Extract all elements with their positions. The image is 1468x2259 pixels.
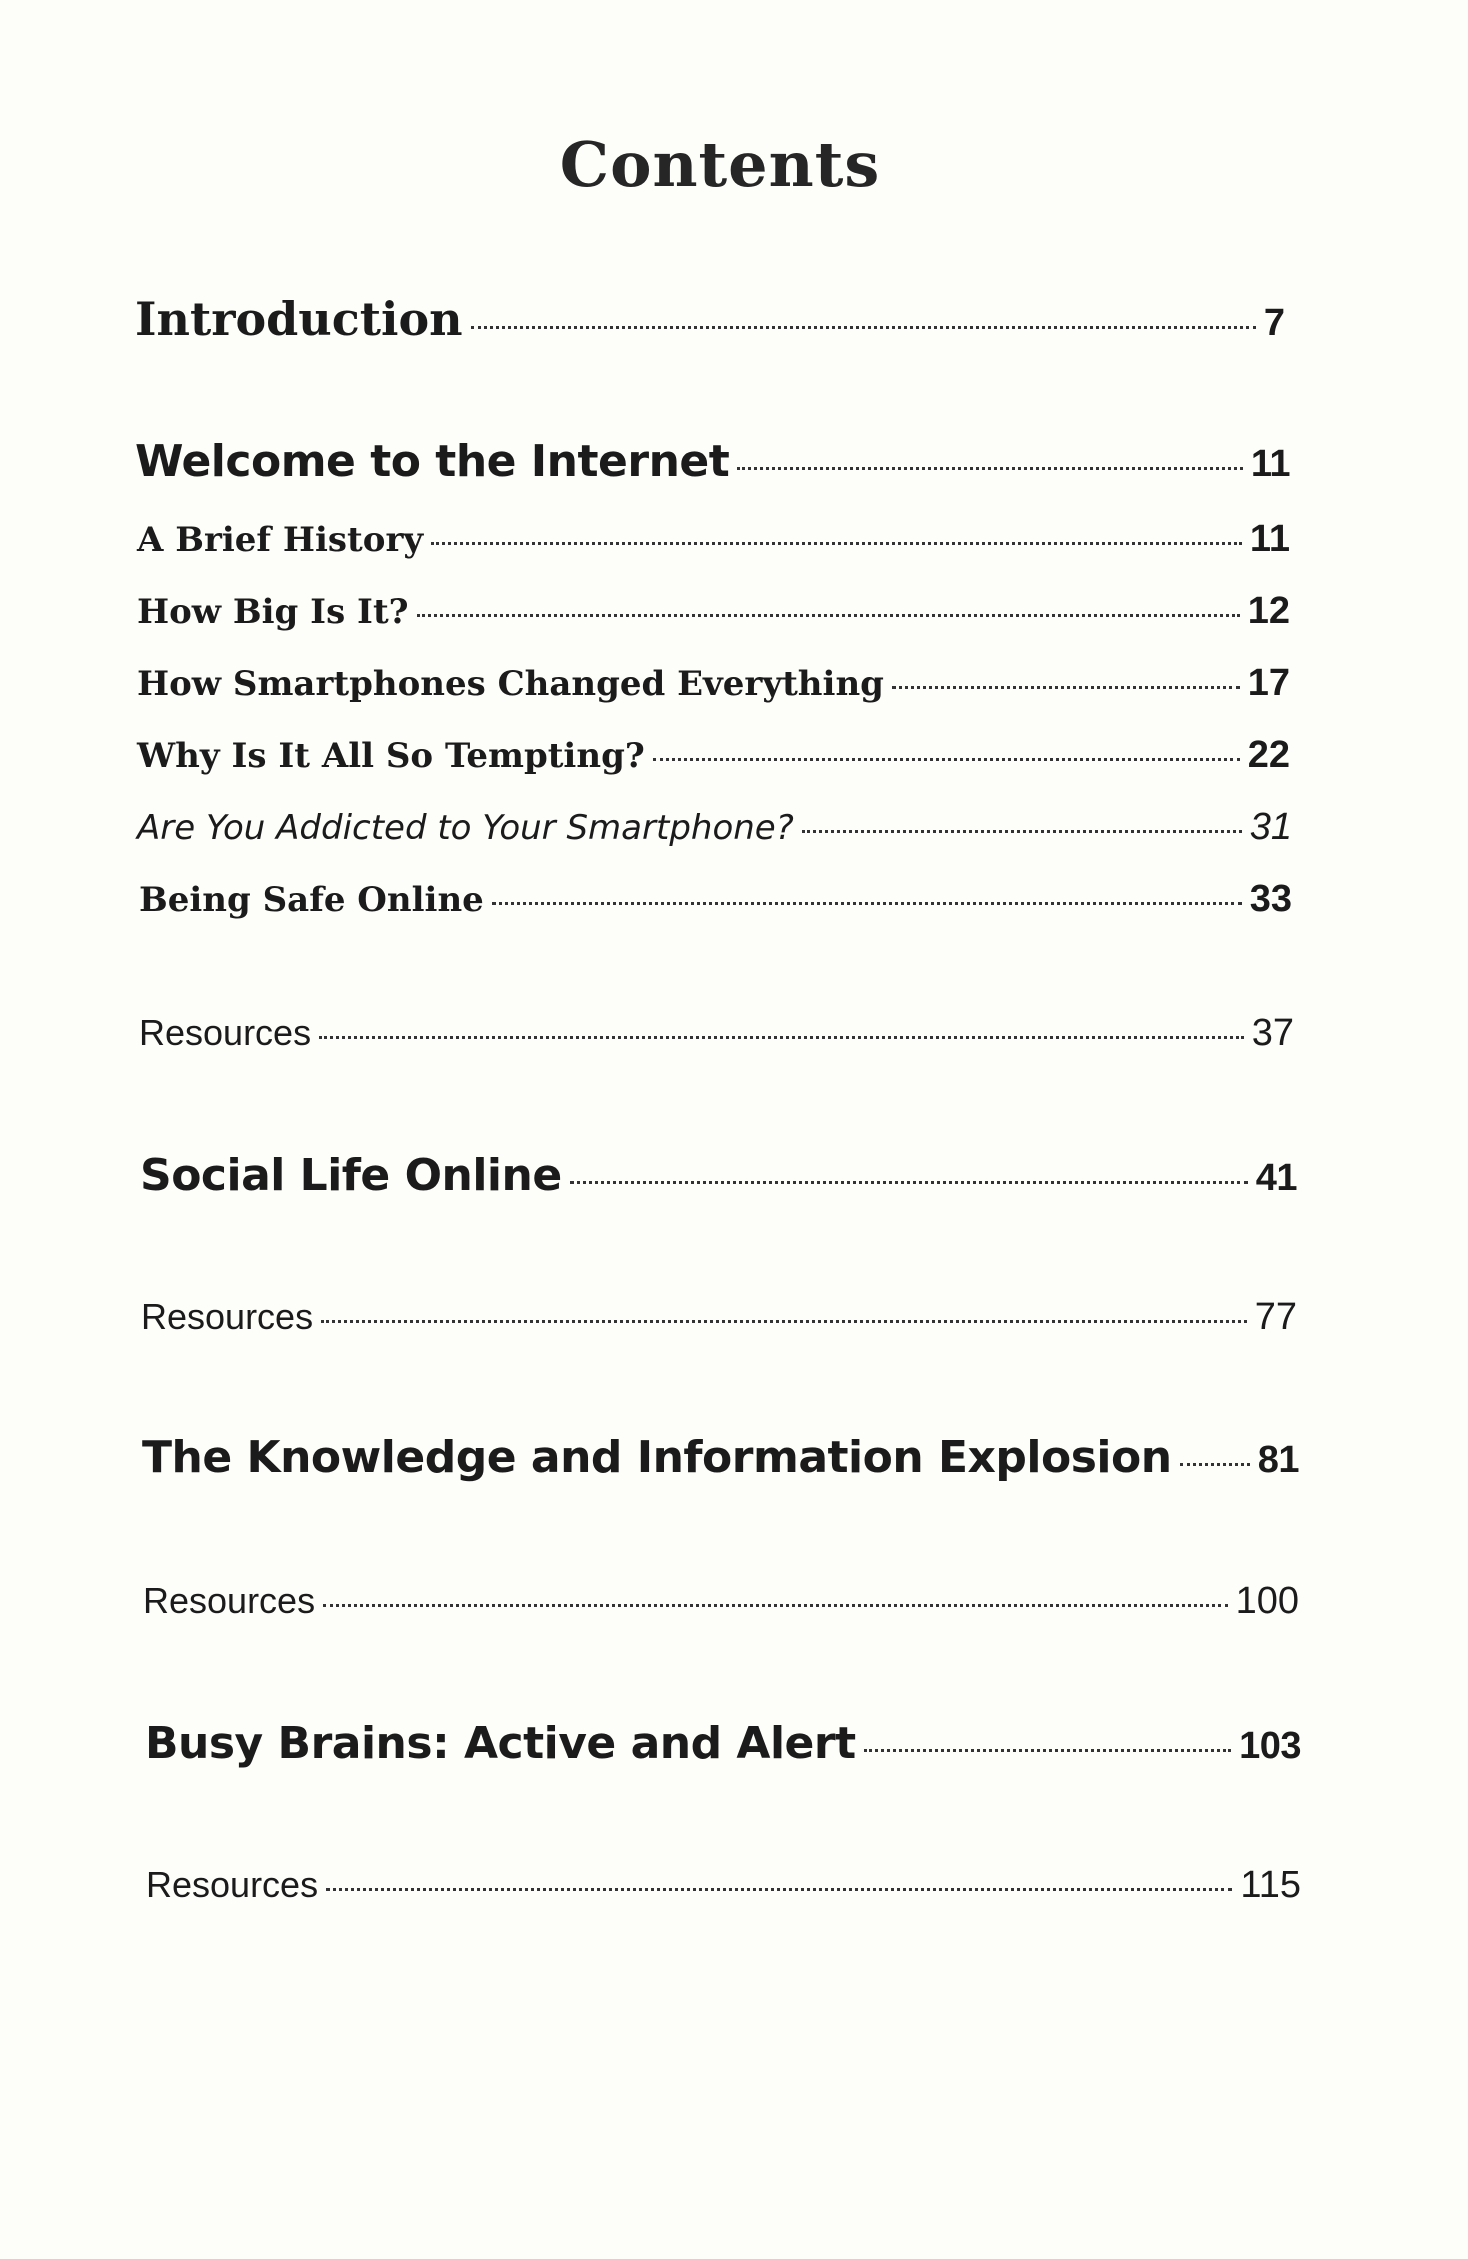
toc-entry[interactable] <box>137 662 1290 705</box>
dot-leader <box>737 467 1243 470</box>
toc-entry-label: Resources <box>143 1580 316 1621</box>
dot-leader <box>323 1604 1228 1607</box>
dot-leader <box>802 830 1242 833</box>
toc-entry-page: 81 <box>1257 1439 1299 1481</box>
dot-leader <box>653 758 1240 761</box>
dot-leader <box>892 686 1240 689</box>
toc-entry-page: 103 <box>1239 1725 1301 1767</box>
toc-entry[interactable] <box>137 806 1292 849</box>
toc-entry[interactable] <box>145 1718 1301 1769</box>
toc-entry-page: 77 <box>1254 1296 1297 1338</box>
toc-entry-page: 41 <box>1255 1157 1297 1199</box>
toc-entry-label: The Knowledge and Information Explosion <box>142 1432 1172 1483</box>
toc-entry-page: 12 <box>1247 590 1290 632</box>
toc-entry[interactable] <box>140 1150 1297 1201</box>
toc-entry[interactable] <box>142 1432 1299 1483</box>
toc-entry-label: Being Safe Online <box>139 880 484 920</box>
dot-leader <box>492 902 1242 905</box>
page-title: Contents <box>559 128 881 201</box>
toc-entry-label: How Big Is It? <box>137 592 409 632</box>
toc-entry-label: Why Is It All So Tempting? <box>137 736 645 776</box>
toc-entry-label: Busy Brains: Active and Alert <box>145 1718 856 1769</box>
dot-leader <box>319 1036 1244 1039</box>
dot-leader <box>864 1749 1231 1752</box>
toc-entry[interactable] <box>141 1296 1297 1339</box>
toc-entry-page: 17 <box>1247 662 1290 704</box>
toc-entry-label: Are You Addicted to Your Smartphone? <box>137 808 794 848</box>
dot-leader <box>431 542 1242 545</box>
toc-entry-label: Welcome to the Internet <box>135 436 730 487</box>
dot-leader <box>321 1320 1247 1323</box>
toc-entry-label: How Smartphones Changed Everything <box>137 664 884 704</box>
dot-leader <box>417 614 1240 617</box>
toc-entry[interactable] <box>146 1864 1301 1907</box>
toc-entry[interactable] <box>137 518 1290 561</box>
toc-entry-label: Resources <box>139 1012 312 1053</box>
toc-entry[interactable] <box>135 292 1285 346</box>
dot-leader <box>471 326 1256 329</box>
toc-entry[interactable] <box>135 436 1290 487</box>
toc-entry-page: 22 <box>1247 734 1290 776</box>
toc-entry[interactable] <box>137 734 1290 777</box>
toc-entry-page: 7 <box>1263 302 1285 344</box>
dot-leader <box>570 1181 1248 1184</box>
dot-leader <box>326 1888 1232 1891</box>
toc-entry-page: 100 <box>1235 1580 1299 1622</box>
toc-entry[interactable] <box>143 1580 1299 1623</box>
toc-entry-page: 37 <box>1251 1012 1294 1054</box>
toc-entry-page: 33 <box>1249 878 1292 920</box>
toc-entry-label: Resources <box>146 1864 319 1905</box>
dot-leader <box>1180 1463 1250 1466</box>
toc-entry-page: 11 <box>1249 518 1290 560</box>
toc-entry-page: 31 <box>1249 806 1292 848</box>
toc-entry[interactable] <box>139 1012 1294 1055</box>
toc-entry[interactable] <box>139 878 1292 921</box>
toc-entry-page: 115 <box>1240 1864 1301 1906</box>
toc-entry-page: 11 <box>1250 443 1290 485</box>
toc-entry-label: Social Life Online <box>140 1150 562 1201</box>
toc-entry[interactable] <box>137 590 1290 633</box>
toc-entry-label: Introduction <box>135 292 463 346</box>
toc-entry-label: Resources <box>141 1296 314 1337</box>
toc-entry-label: A Brief History <box>137 520 424 560</box>
